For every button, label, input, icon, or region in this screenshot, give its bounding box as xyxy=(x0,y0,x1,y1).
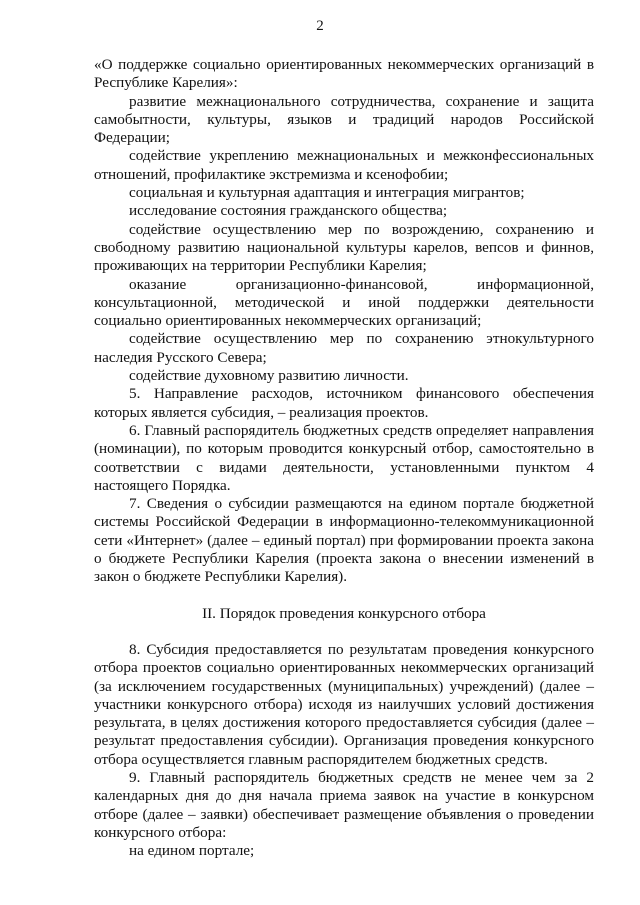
list-item: содействие осуществлению мер по возрождению, сохранению и свободному развитию национальной культуры карелов, вепсов и финнов, проживающих на территории Республики Карелия; xyxy=(94,220,594,275)
list-item: содействие укреплению межнациональных и межконфессиональных отношений, профилактике экстремизма и ксенофобии; xyxy=(94,147,594,183)
list-item: содействие осуществлению мер по сохранению этнокультурного наследия Русского Севера; xyxy=(94,330,594,366)
page-number: 2 xyxy=(316,18,324,34)
paragraph: 7. Сведения о субсидии размещаются на едином портале бюджетной системы Российской Федерации в информационно-телекоммуникационной сети «Интернет» (далее – единый портал) при формировании проекта закона о бюджете Республики Карелия (проекта закона о внесении изменений в закон о бюджете Республики Карелия). xyxy=(94,495,594,586)
list-item: исследование состояния гражданского общества; xyxy=(129,202,448,220)
list-item: социальная и культурная адаптация и интеграция мигрантов; xyxy=(129,184,525,202)
document-body xyxy=(94,56,594,860)
list-item: оказание организационно-финансовой, информационной, консультационной, методической и иной поддержки деятельности социально ориентированных некоммерческих организаций; xyxy=(94,275,594,330)
paragraph: «О поддержке социально ориентированных некоммерческих организаций в Республике Карелия»: xyxy=(94,56,594,92)
list-item: содействие духовному развитию личности. xyxy=(129,367,409,385)
section-heading: II. Порядок проведения конкурсного отбора xyxy=(202,604,486,622)
paragraph: 6. Главный распорядитель бюджетных средств определяет направления (номинации), по которым проводится конкурсный отбор, самостоятельно в соответствии с видами деятельности, установленными пунктом 4 настоящего Порядка. xyxy=(94,421,594,494)
paragraph: 9. Главный распорядитель бюджетных средств не менее чем за 2 календарных дня до дня начала приема заявок на участие в конкурсном отборе (далее – заявки) обеспечивает размещение объявления о проведении конкурсного отбора: xyxy=(94,768,594,841)
list-item: развитие межнационального сотрудничества, сохранение и защита самобытности, культуры, языков и традиций народов Российской Федерации; xyxy=(94,92,594,147)
paragraph: 5. Направление расходов, источником финансового обеспечения которых является субсидия, – реализация проектов. xyxy=(94,385,594,421)
paragraph: 8. Субсидия предоставляется по результатам проведения конкурсного отбора проектов социально ориентированных некоммерческих организаций (за исключением государственных (муниципальных) учреждений) (далее – участники конкурсного отбора) исходя из наилучших условий достижения результата, в целях достижения которого предоставляется субсидия (далее – результат предоставления субсидии). Организация проведения конкурсного отбора осуществляется главным распорядителем бюджетных средств. xyxy=(94,640,594,768)
list-item: на едином портале; xyxy=(129,842,255,860)
